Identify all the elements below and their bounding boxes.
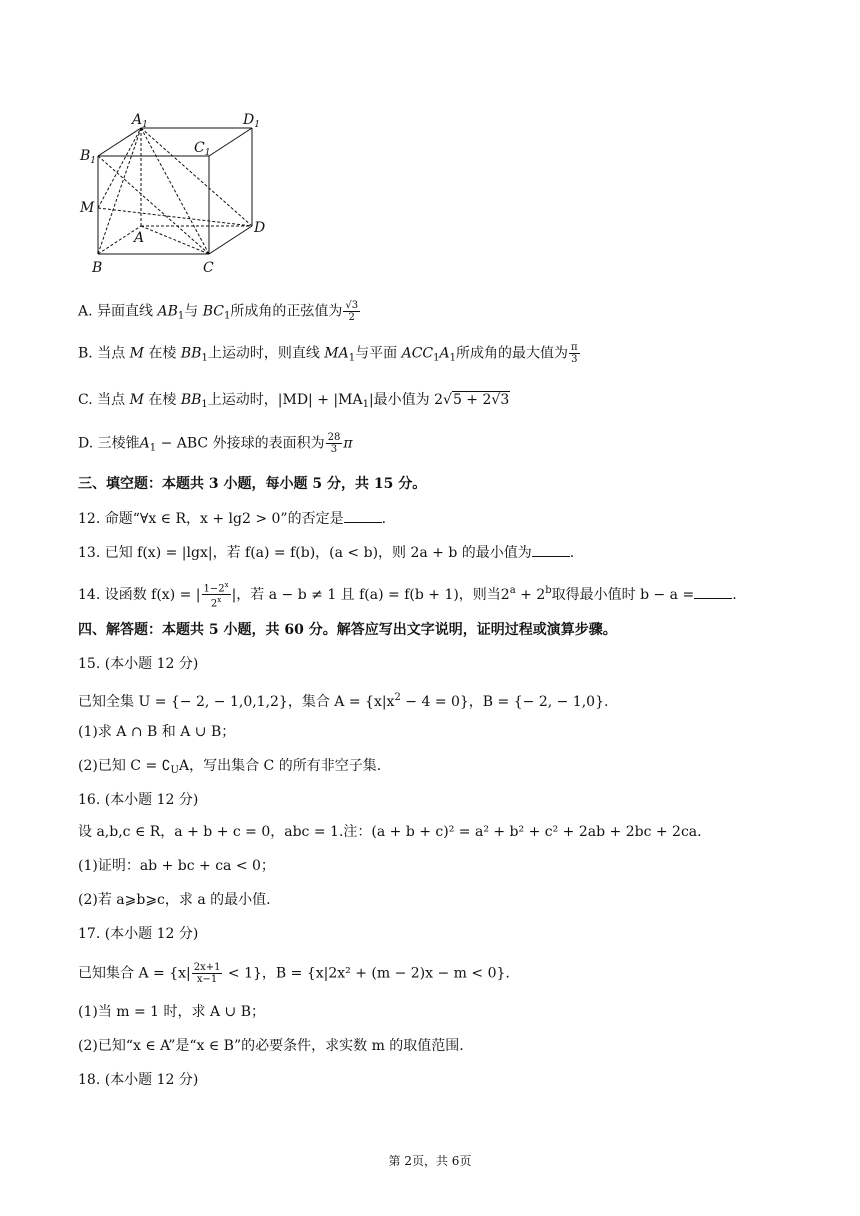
question-12: 12. 命题“∀x ∈ R，x + lg2 > 0”的否定是 .: [78, 508, 386, 529]
question-15-part-2: (2)已知 $C = ∁_UA$，写出集合 C 的所有非空子集.: [78, 758, 382, 776]
section-4-heading: 四、解答题：本题共 5 小题，共 60 分。解答应写出文字说明，证明过程或演算步骤。: [78, 622, 617, 638]
label-A: A: [134, 230, 145, 246]
label-M: M: [80, 200, 95, 216]
edge-B1-A1: [98, 128, 141, 156]
label-C: C: [203, 260, 214, 276]
question-15-given: 已知全集 U = {− 2, − 1,0,1,2}，集合 $A = \{x|x^2 - 4 = 0\}$，B = {− 2, − 1,0}.: [78, 692, 609, 710]
line-M-D: [98, 208, 252, 226]
option-d: D. 三棱锥$A_1$ − ABC 外接球的表面积为 $\frac{28}{3}$ π: [78, 432, 353, 455]
fraction: $\frac{28}{3}$: [327, 432, 341, 455]
label-D1: $D_1$: [243, 112, 260, 130]
answer-blank: [344, 508, 382, 523]
question-16-given: 设 a,b,c ∈ R，a + b + c = 0，abc = 1.注：(a + b + c)² = a² + b² + c² + 2ab + 2bc + 2ca.: [78, 824, 702, 840]
option-c: C. 当点 M 在棱 $BB_1$上运动时，$|MD| + |MA_1|$最小值为 2√5 + 2√3: [78, 392, 510, 410]
line-A-C: [141, 226, 209, 254]
fraction: $\frac{2x+1}{x-1}$: [193, 962, 221, 985]
question-16-title: 16. (本小题 12 分): [78, 792, 199, 808]
question-18-title: 18. (本小题 12 分): [78, 1072, 199, 1088]
answer-blank: [532, 542, 570, 557]
question-16-part-2: (2)若 a⩾b⩾c，求 a 的最小值.: [78, 892, 271, 908]
question-15-title: 15. (本小题 12 分): [78, 656, 199, 672]
question-17-title: 17. (本小题 12 分): [78, 926, 199, 942]
question-17-part-1: (1)当 m = 1 时，求 A ∪ B；: [78, 1004, 266, 1020]
label-D: D: [254, 220, 266, 236]
option-b: B. 当点 M 在棱 $BB_1$上运动时，则直线 $MA_1$与平面 $ACC_1A_1$所成角的最大值为 $\frac{\pi}{3}$: [78, 342, 578, 365]
label-C1: $C_1$: [194, 140, 211, 158]
section-3-heading: 三、填空题：本题共 3 小题，每小题 5 分，共 15 分。: [78, 476, 427, 492]
edge-C1-D1: [209, 128, 252, 156]
fraction: $\frac{\pi}{3}$: [571, 342, 578, 365]
option-a: A. 异面直线 $AB_1$与 $BC_1$所成角的正弦值为 $\frac{√3}{2}$: [78, 300, 359, 323]
label-B1: $B_1$: [80, 148, 97, 166]
question-16-part-1: (1)证明：ab + bc + ca < 0；: [78, 858, 275, 874]
fraction: $\frac{1-2^x}{2^x}$: [203, 581, 229, 610]
line-M-A1: [98, 128, 141, 208]
question-15-part-1: (1)求 A ∩ B 和 A ∪ B；: [78, 724, 236, 740]
label-B: B: [92, 260, 103, 276]
edge-C-D: [209, 226, 252, 254]
question-14: 14. 设函数 f(x) = | $\frac{1-2^x}{2^x}$ |，若 a − b ≠ 1 且 f(a) = f(b + 1)，则当$2^a + 2^b$取得最小值时 b − a = .: [78, 581, 737, 610]
question-17-given: 已知集合 A = {x| $\frac{2x+1}{x-1}$ < 1}，B = {x|2x² + (m − 2)x − m < 0}.: [78, 962, 510, 985]
label-A1: $A_1$: [132, 112, 148, 130]
answer-blank: [694, 584, 732, 599]
question-13: 13. 已知 f(x) = |lgx|，若 f(a) = f(b)，(a < b)，则 2a + b 的最小值为 .: [78, 542, 574, 563]
fraction: $\frac{√3}{2}$: [345, 300, 359, 323]
cube-figure: [76, 110, 276, 280]
question-17-part-2: (2)已知“x ∈ A”是“x ∈ B”的必要条件，求实数 m 的取值范围.: [78, 1038, 464, 1054]
page-footer: 第 2页，共 6页: [388, 1154, 472, 1168]
